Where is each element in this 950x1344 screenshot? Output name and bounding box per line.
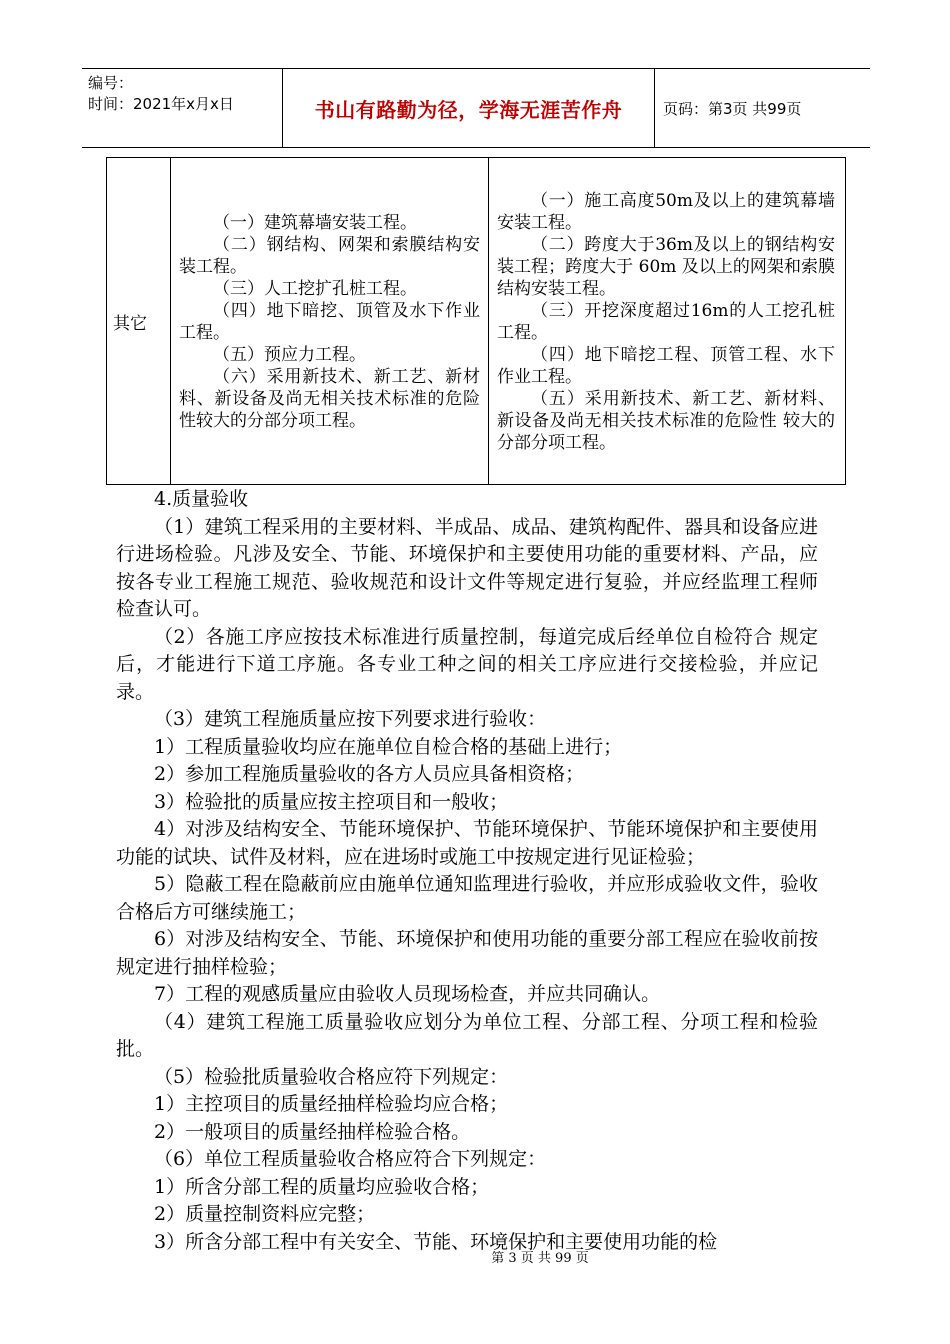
right-item: （二）跨度大于36m及以上的钢结构安装工程；跨度大于 60m 及以上的网架和索膜结构安装工程。: [497, 235, 835, 299]
right-item: （五）采用新技术、新工艺、新材料、新设备及尚无相关技术标准的危险性 较大的分部分项工程。: [497, 389, 835, 453]
right-item: （四）地下暗挖工程、顶管工程、水下作业工程。: [497, 345, 835, 387]
left-item: （四）地下暗挖、顶管及水下作业工程。: [179, 301, 480, 343]
right-item: （一）施工高度50m及以上的建筑幕墙安装工程。: [497, 191, 835, 233]
paragraph: 2）参加工程施质量验收的各方人员应具备相资格；: [154, 763, 585, 785]
header-info: [82, 69, 283, 147]
paragraph: 1）主控项目的质量经抽样检验均应合格；: [154, 1093, 509, 1115]
paragraph: 3）所含分部工程中有关安全、节能、环境保护和主要使用功能的检: [154, 1230, 718, 1253]
table-category-cell: [107, 158, 171, 484]
paragraph: （5）检验批质量验收合格应符下列规定：: [154, 1065, 509, 1088]
body-text: [116, 486, 818, 1256]
table-left-cell: [171, 158, 489, 484]
hazard-table: [106, 157, 846, 485]
left-item: （五）预应力工程。: [213, 345, 366, 365]
paragraph: （3）建筑工程施质量应按下列要求进行验收：: [154, 708, 547, 730]
left-item: （一）建筑幕墙安装工程。: [213, 213, 417, 233]
paragraph: 2）一般项目的质量经抽样检验合格。: [154, 1120, 471, 1143]
page-header: [82, 68, 870, 148]
paragraph: （4）建筑工程施工质量验收应划分为单位工程、分部工程、分项工程和检验批。: [116, 1010, 818, 1060]
paragraph: 3）检验批的质量应按主控项目和一般收；: [154, 790, 509, 813]
paragraph: （2）各施工序应按技术标准进行质量控制，每道完成后经单位自检符合 规定后，才能进行下道工序施。各专业工种之间的相关工序应进行交接检验，并应记录。: [116, 625, 818, 703]
table-right-cell: [489, 158, 845, 484]
paragraph: （1）建筑工程采用的主要材料、半成品、成品、建筑构配件、器具和设备应进行进场检验。凡涉及安全、节能、环境保护和主要使用功能的重要材料、产品，应按各专业工程施工规范、验收规范和设计文件等规定进行复验，并应经监理工程师检查认可。: [116, 515, 818, 620]
motto-text: 书山有路勤为径，学海无涯苦作舟: [314, 97, 623, 122]
left-item: （二）钢结构、网架和索膜结构安装工程。: [179, 235, 480, 277]
paragraph: 6）对涉及结构安全、节能、环境保护和使用功能的重要分部工程应在验收前按规定进行抽样检验；: [116, 928, 818, 978]
header-page-cell: [655, 69, 870, 147]
page-footer: 第 3 页 共 99 页: [491, 1251, 589, 1266]
page-label: 页码：第3页 共99页: [663, 99, 802, 118]
paragraph: 1）工程质量验收均应在施单位自检合格的基础上进行；: [154, 735, 623, 758]
left-item: （三）人工挖扩孔桩工程。: [213, 279, 417, 299]
paragraph: 7）工程的观感质量应由验收人员现场检查，并应共同确认。: [154, 983, 661, 1005]
serial-label: 编号：: [88, 74, 134, 92]
paragraph: 2）质量控制资料应完整；: [154, 1203, 376, 1225]
paragraph: 5）隐蔽工程在隐蔽前应由施单位通知监理进行验收，并应形成验收文件，验收合格后方可继续施工；: [116, 873, 818, 923]
time-label: 时间：2021年x月x日: [88, 95, 234, 113]
left-item: （六）采用新技术、新工艺、新材料、新设备及尚无相关技术标准的危险性较大的分部分项工程。: [179, 367, 480, 431]
paragraph: 1）所含分部工程的质量均应验收合格；: [154, 1175, 490, 1198]
right-item: （三）开挖深度超过16m的人工挖孔桩工程。: [497, 301, 835, 343]
paragraph: （6）单位工程质量验收合格应符合下列规定：: [154, 1148, 547, 1170]
paragraph: 4）对涉及结构安全、节能环境保护、节能环境保护、节能环境保护和主要使用功能的试块、试件及材料，应在进场时或施工中按规定进行见证检验；: [116, 818, 818, 868]
header-motto-cell: [283, 69, 655, 147]
section-heading: 4.质量验收: [154, 488, 249, 510]
category-label: 其它: [113, 313, 147, 334]
